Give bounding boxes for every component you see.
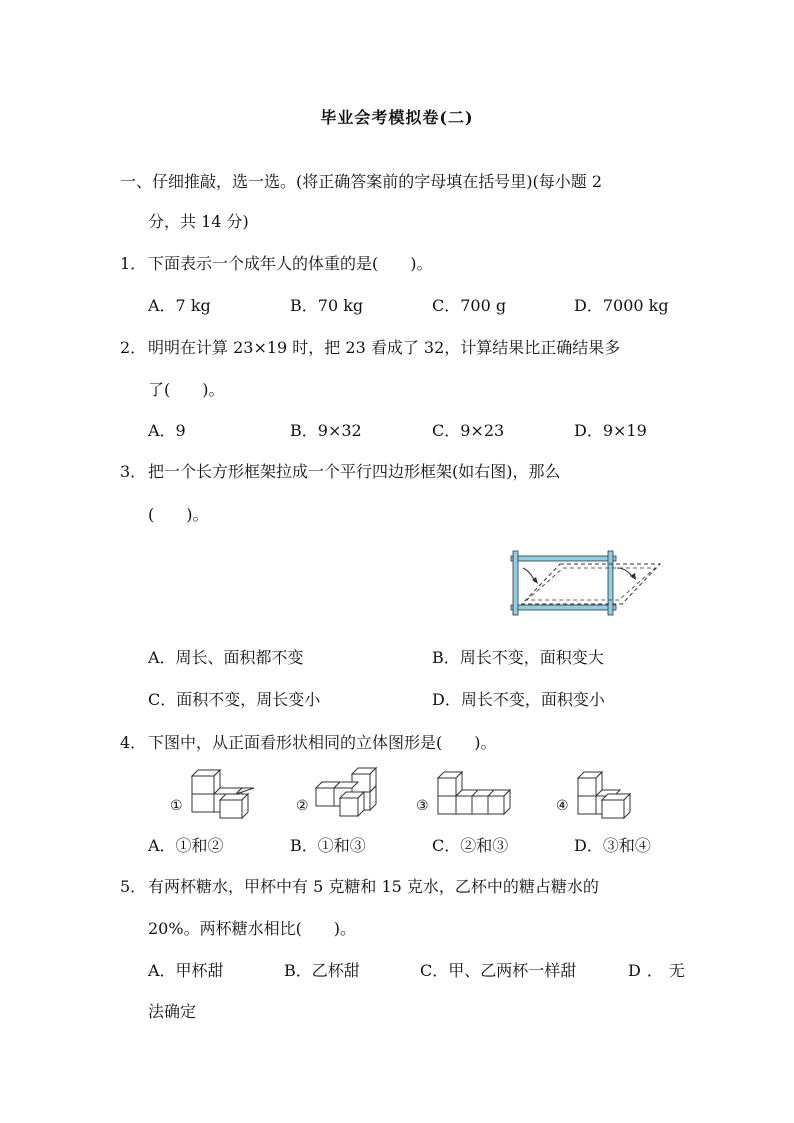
q3-option-a[interactable]: A．周长、面积都不变 xyxy=(148,648,304,667)
q1-option-a[interactable]: A．7 kg xyxy=(148,296,211,315)
cube-figure-3 xyxy=(434,770,514,822)
question-5-text-cont: 20%。两杯糖水相比( )。 xyxy=(148,919,357,938)
section-heading-cont: 分，共 14 分) xyxy=(148,212,249,231)
cube-figure-4 xyxy=(574,770,636,822)
frame-deformation-figure xyxy=(505,548,670,620)
question-2-text: 明明在计算 23×19 时，把 23 看成了 32，计算结果比正确结果多 xyxy=(148,338,621,357)
question-2-text-cont: 了( )。 xyxy=(148,380,225,399)
q4-option-b[interactable]: B．①和③ xyxy=(290,836,366,855)
q1-option-b[interactable]: B．70 kg xyxy=(290,296,364,315)
question-2-number: 2． xyxy=(120,338,147,357)
q5-option-c[interactable]: C．甲、乙两杯一样甜 xyxy=(420,961,577,980)
question-3-text: 把一个长方形框架拉成一个平行四边形框架(如右图)，那么 xyxy=(148,462,561,481)
q5-option-a[interactable]: A．甲杯甜 xyxy=(148,961,224,980)
q1-option-d[interactable]: D．7000 kg xyxy=(574,296,669,315)
cube-figure-1 xyxy=(190,766,258,822)
q4-option-c[interactable]: C．②和③ xyxy=(432,836,509,855)
q3-option-d[interactable]: D．周长不变，面积变小 xyxy=(432,690,605,709)
q3-option-b[interactable]: B．周长不变，面积变大 xyxy=(432,648,604,667)
figure-4-label: ④ xyxy=(556,798,569,814)
question-3-number: 3． xyxy=(120,462,147,481)
figure-1-label: ① xyxy=(170,798,183,814)
q2-option-c[interactable]: C．9×23 xyxy=(432,421,505,440)
page-title: 毕业会考模拟卷(二) xyxy=(320,108,474,127)
q4-option-a[interactable]: A．①和② xyxy=(148,836,224,855)
question-1-number: 1． xyxy=(120,254,147,273)
question-5-number: 5． xyxy=(120,877,147,896)
q2-option-a[interactable]: A．9 xyxy=(148,421,186,440)
question-4-number: 4． xyxy=(120,733,147,752)
section-heading: 一、仔细推敲，选一选。(将正确答案前的字母填在括号里)(每小题 2 xyxy=(120,172,602,191)
q2-option-d[interactable]: D．9×19 xyxy=(574,421,647,440)
q5-option-b[interactable]: B．乙杯甜 xyxy=(284,961,360,980)
q2-option-b[interactable]: B．9×32 xyxy=(290,421,362,440)
q4-option-d[interactable]: D．③和④ xyxy=(574,836,651,855)
q5-option-d-cont: 法确定 xyxy=(148,1002,197,1021)
q3-option-c[interactable]: C．面积不变，周长变小 xyxy=(148,690,321,709)
question-1-text: 下面表示一个成年人的体重的是( )。 xyxy=(148,254,433,273)
question-4-text: 下图中，从正面看形状相同的立体图形是( )。 xyxy=(148,733,497,752)
figure-2-label: ② xyxy=(296,798,309,814)
question-3-text-cont: ( )。 xyxy=(148,505,209,524)
q1-option-c[interactable]: C．700 g xyxy=(432,296,507,315)
question-5-text: 有两杯糖水，甲杯中有 5 克糖和 15 克水，乙杯中的糖占糖水的 xyxy=(148,877,599,896)
q5-option-d[interactable]: D．无 xyxy=(628,961,691,980)
figure-3-label: ③ xyxy=(416,798,429,814)
cube-figure-2 xyxy=(314,766,380,822)
